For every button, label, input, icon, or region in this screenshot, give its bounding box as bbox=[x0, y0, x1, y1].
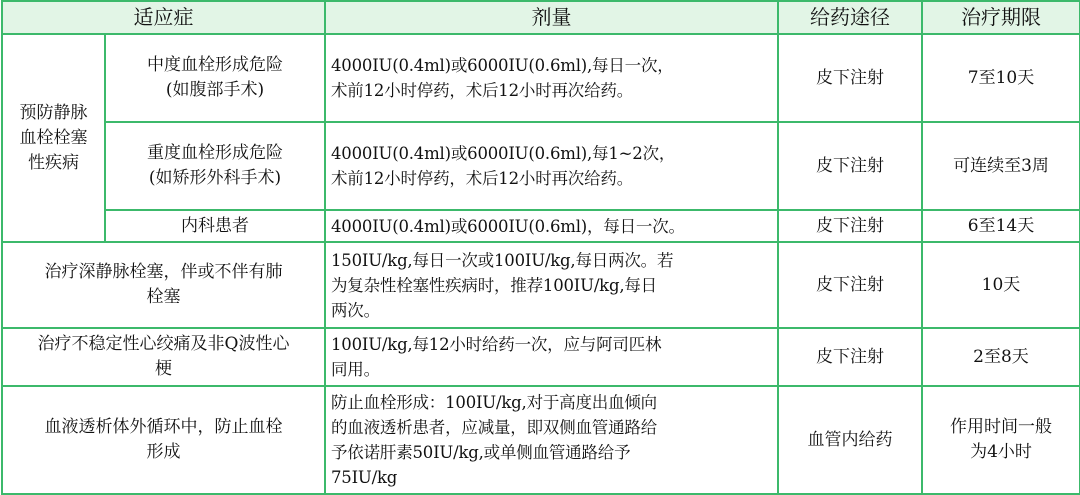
table-row bbox=[2, 328, 1080, 386]
indication-cell: 治疗不稳定性心绞痛及非Q波性心 梗 bbox=[2, 328, 325, 386]
duration-cell: 2至8天 bbox=[922, 328, 1080, 386]
duration-cell: 可连续至3周 bbox=[922, 122, 1080, 210]
route-cell: 皮下注射 bbox=[778, 328, 922, 386]
route-cell: 皮下注射 bbox=[778, 210, 922, 242]
indication-cell: 治疗深静脉栓塞，伴或不伴有肺 栓塞 bbox=[2, 242, 325, 328]
table-header-row bbox=[2, 1, 1080, 34]
header-duration: 治疗期限 bbox=[922, 1, 1080, 34]
table-row bbox=[2, 34, 1080, 122]
table-row bbox=[2, 122, 1080, 210]
route-cell: 皮下注射 bbox=[778, 242, 922, 328]
table-row bbox=[2, 386, 1080, 494]
sub-indication: 内科患者 bbox=[105, 210, 325, 242]
duration-cell: 作用时间一般 为4小时 bbox=[922, 386, 1080, 494]
route-cell: 血管内给药 bbox=[778, 386, 922, 494]
header-route: 给药途径 bbox=[778, 1, 922, 34]
dose-cell: 100IU/kg,每12小时给药一次，应与阿司匹林 同用。 bbox=[325, 328, 778, 386]
duration-cell: 6至14天 bbox=[922, 210, 1080, 242]
header-indication: 适应症 bbox=[2, 1, 325, 34]
dose-cell: 4000IU(0.4ml)或6000IU(0.6ml)，每日一次。 bbox=[325, 210, 778, 242]
table-row bbox=[2, 242, 1080, 328]
prevention-group-label: 预防静脉 血栓栓塞 性疾病 bbox=[2, 34, 105, 242]
dose-cell: 150IU/kg,每日一次或100IU/kg,每日两次。若 为复杂性栓塞性疾病时，推荐100IU/kg,每日 两次。 bbox=[325, 242, 778, 328]
dose-cell: 4000IU(0.4ml)或6000IU(0.6ml),每日一次， 术前12小时停药，术后12小时再次给药。 bbox=[325, 34, 778, 122]
sub-indication: 重度血栓形成危险 (如矫形外科手术) bbox=[105, 122, 325, 210]
duration-cell: 10天 bbox=[922, 242, 1080, 328]
dose-cell: 防止血栓形成：100IU/kg,对于高度出血倾向 的血液透析患者，应减量，即双侧血管通路给 予依诺肝素50IU/kg,或单侧血管通路给予 75IU/kg bbox=[325, 386, 778, 494]
sub-indication: 中度血栓形成危险 (如腹部手术) bbox=[105, 34, 325, 122]
duration-cell: 7至10天 bbox=[922, 34, 1080, 122]
header-dose: 剂量 bbox=[325, 1, 778, 34]
route-cell: 皮下注射 bbox=[778, 122, 922, 210]
route-cell: 皮下注射 bbox=[778, 34, 922, 122]
table-row bbox=[2, 210, 1080, 242]
dosage-table bbox=[1, 0, 1080, 495]
indication-cell: 血液透析体外循环中，防止血栓 形成 bbox=[2, 386, 325, 494]
dose-cell: 4000IU(0.4ml)或6000IU(0.6ml),每1~2次， 术前12小时停药，术后12小时再次给药。 bbox=[325, 122, 778, 210]
